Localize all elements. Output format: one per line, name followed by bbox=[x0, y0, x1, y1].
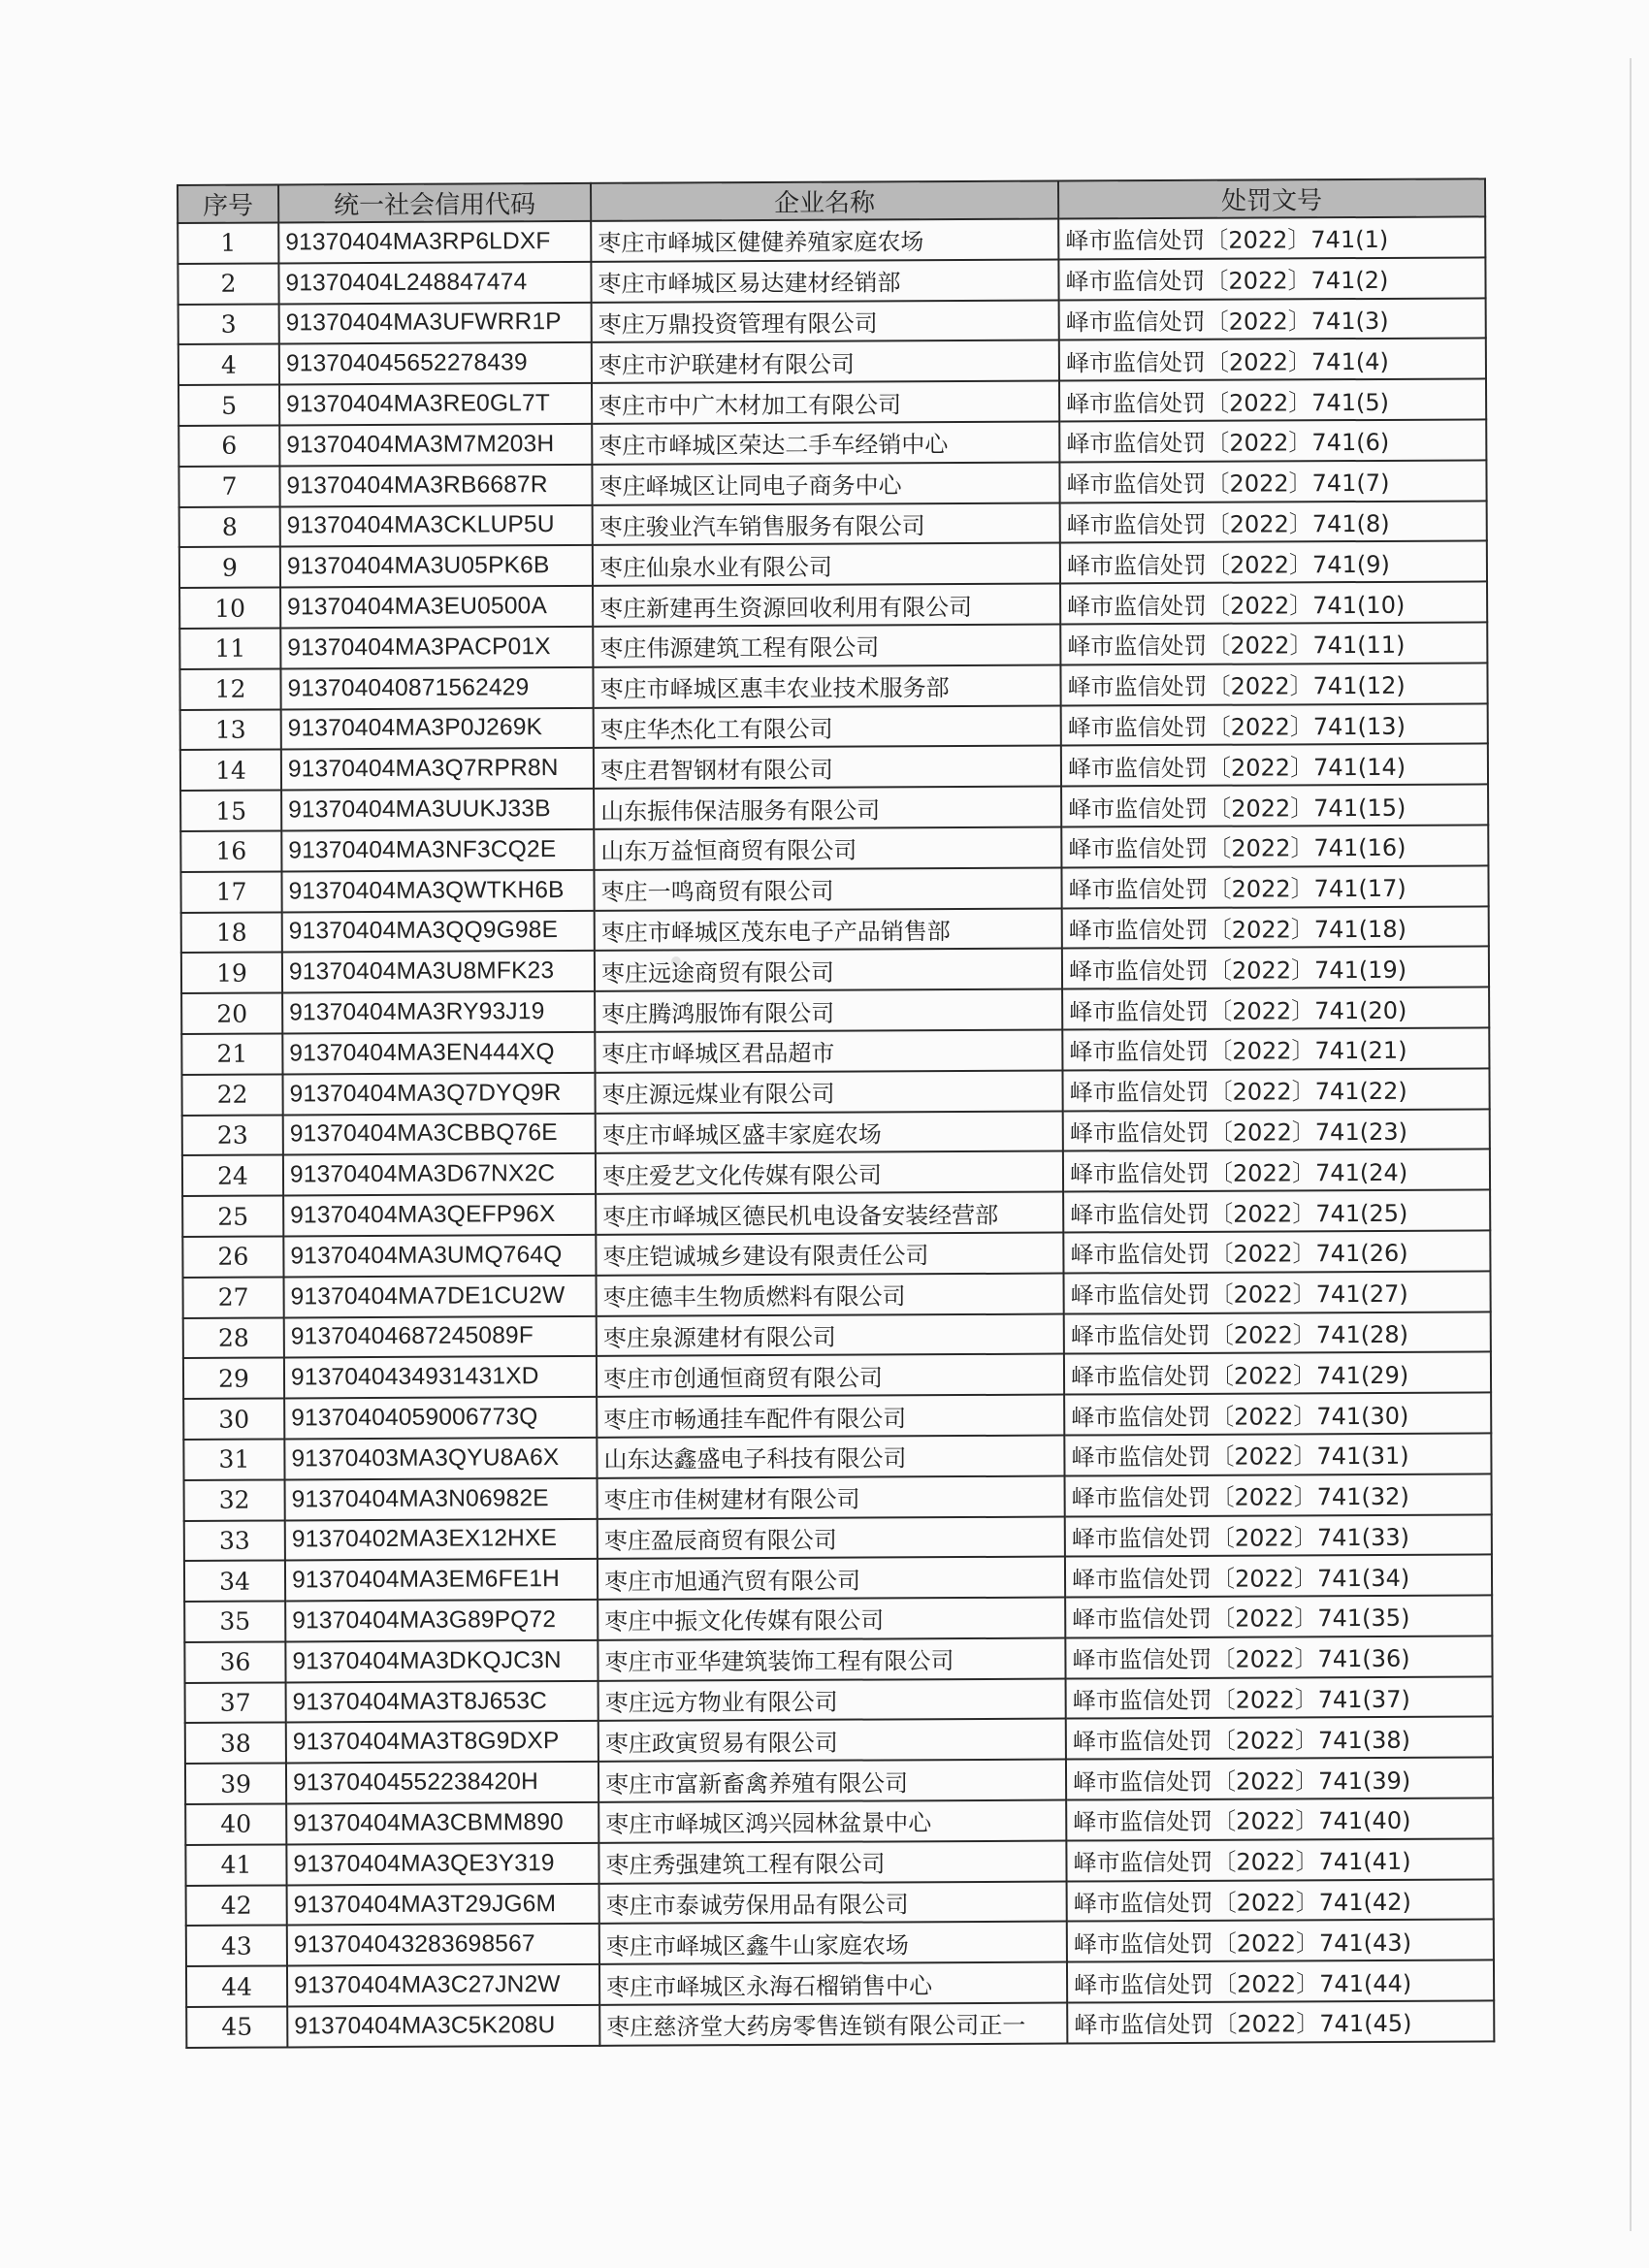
cell-credit-code: 91370404MA3N06982E bbox=[285, 1478, 598, 1520]
cell-penalty-doc: 峄市监信处罚〔2022〕741(4) bbox=[1059, 339, 1486, 381]
cell-company-name: 枣庄新建再生资源回收利用有限公司 bbox=[593, 584, 1060, 627]
cell-penalty-doc: 峄市监信处罚〔2022〕741(18) bbox=[1062, 906, 1489, 949]
table-row bbox=[185, 1758, 1493, 1804]
cell-penalty-doc: 峄市监信处罚〔2022〕741(44) bbox=[1067, 1960, 1494, 2003]
table-header-row bbox=[178, 178, 1485, 223]
cell-company-name: 枣庄市亚华建筑装饰工程有限公司 bbox=[598, 1637, 1065, 1680]
cell-company-name: 枣庄腾鸿服饰有限公司 bbox=[595, 989, 1062, 1032]
cell-credit-code: 91370404MA3CBBQ76E bbox=[283, 1113, 596, 1154]
cell-credit-code: 91370404MA3QE3Y319 bbox=[286, 1843, 598, 1885]
cell-company-name: 枣庄伟源建筑工程有限公司 bbox=[593, 625, 1060, 667]
table-row bbox=[180, 785, 1488, 831]
cell-company-name: 枣庄华杰化工有限公司 bbox=[594, 705, 1061, 748]
cell-penalty-doc: 峄市监信处罚〔2022〕741(17) bbox=[1061, 865, 1488, 908]
cell-index: 35 bbox=[184, 1602, 285, 1642]
table-row bbox=[178, 419, 1486, 466]
cell-penalty-doc: 峄市监信处罚〔2022〕741(24) bbox=[1063, 1150, 1490, 1192]
table-row bbox=[180, 744, 1488, 791]
table-row bbox=[185, 1717, 1493, 1764]
cell-index: 42 bbox=[186, 1885, 287, 1926]
cell-penalty-doc: 峄市监信处罚〔2022〕741(8) bbox=[1060, 501, 1487, 543]
cell-credit-code: 91370404MA3QEFP96X bbox=[283, 1194, 596, 1236]
cell-credit-code: 91370404MA3PACP01X bbox=[280, 627, 593, 668]
cell-credit-code: 91370404552238420H bbox=[286, 1762, 598, 1803]
cell-credit-code: 91370403MA3QYU8A6X bbox=[284, 1438, 597, 1479]
cell-penalty-doc: 峄市监信处罚〔2022〕741(36) bbox=[1065, 1636, 1492, 1678]
cell-credit-code: 91370402MA3EX12HXE bbox=[285, 1518, 598, 1560]
table-row bbox=[178, 216, 1485, 263]
cell-index: 29 bbox=[183, 1358, 284, 1399]
cell-company-name: 枣庄盈辰商贸有限公司 bbox=[598, 1516, 1065, 1559]
cell-index: 15 bbox=[180, 791, 281, 831]
cell-company-name: 枣庄泉源建材有限公司 bbox=[597, 1313, 1064, 1356]
cell-credit-code: 91370404L248847474 bbox=[278, 262, 591, 304]
cell-company-name: 枣庄远方物业有限公司 bbox=[598, 1678, 1066, 1721]
cell-index: 43 bbox=[186, 1926, 287, 1966]
cell-company-name: 枣庄市沪联建材有限公司 bbox=[592, 340, 1059, 383]
cell-index: 8 bbox=[179, 506, 280, 547]
cell-credit-code: 91370404MA3T8G9DXP bbox=[286, 1721, 598, 1763]
cell-penalty-doc: 峄市监信处罚〔2022〕741(6) bbox=[1059, 419, 1486, 462]
table-row bbox=[178, 298, 1486, 344]
cell-penalty-doc: 峄市监信处罚〔2022〕741(25) bbox=[1063, 1190, 1490, 1233]
cell-company-name: 枣庄源远煤业有限公司 bbox=[595, 1070, 1062, 1113]
cell-penalty-doc: 峄市监信处罚〔2022〕741(13) bbox=[1061, 703, 1488, 746]
table-row bbox=[184, 1474, 1492, 1520]
cell-credit-code: 91370404MA3CBMM890 bbox=[286, 1802, 598, 1844]
cell-penalty-doc: 峄市监信处罚〔2022〕741(11) bbox=[1060, 622, 1487, 664]
cell-penalty-doc: 峄市监信处罚〔2022〕741(34) bbox=[1065, 1555, 1492, 1598]
cell-company-name: 枣庄铠诚城乡建设有限责任公司 bbox=[596, 1232, 1063, 1275]
table-row bbox=[179, 541, 1487, 588]
cell-credit-code: 91370404MA3QQ9G98E bbox=[282, 910, 595, 952]
cell-penalty-doc: 峄市监信处罚〔2022〕741(43) bbox=[1067, 1920, 1494, 1962]
cell-company-name: 枣庄市富新畜禽养殖有限公司 bbox=[598, 1760, 1066, 1802]
cell-company-name: 枣庄市峄城区盛丰家庭农场 bbox=[596, 1111, 1063, 1153]
cell-credit-code: 91370404MA3M7M203H bbox=[279, 424, 592, 466]
cell-penalty-doc: 峄市监信处罚〔2022〕741(30) bbox=[1064, 1393, 1491, 1436]
cell-penalty-doc: 峄市监信处罚〔2022〕741(9) bbox=[1060, 541, 1487, 584]
cell-company-name: 枣庄市峄城区健健养殖家庭农场 bbox=[591, 219, 1058, 262]
cell-penalty-doc: 峄市监信处罚〔2022〕741(42) bbox=[1067, 1879, 1494, 1922]
cell-penalty-doc: 峄市监信处罚〔2022〕741(26) bbox=[1063, 1230, 1490, 1273]
table-row bbox=[183, 1433, 1491, 1479]
cell-credit-code: 91370404MA3EM6FE1H bbox=[285, 1559, 598, 1601]
cell-index: 23 bbox=[182, 1115, 283, 1155]
cell-company-name: 枣庄仙泉水业有限公司 bbox=[593, 543, 1060, 586]
cell-company-name: 山东达鑫盛电子科技有限公司 bbox=[597, 1435, 1064, 1477]
cell-credit-code: 91370404MA3CKLUP5U bbox=[280, 504, 593, 546]
cell-company-name: 枣庄市峄城区永海石榴销售中心 bbox=[599, 1962, 1067, 2005]
table-row bbox=[182, 1150, 1490, 1196]
cell-penalty-doc: 峄市监信处罚〔2022〕741(22) bbox=[1062, 1068, 1489, 1111]
cell-index: 7 bbox=[178, 466, 279, 506]
table-row bbox=[183, 1312, 1491, 1358]
cell-company-name: 枣庄市峄城区鸿兴园林盆景中心 bbox=[598, 1800, 1066, 1843]
table-row bbox=[178, 339, 1486, 385]
cell-index: 25 bbox=[182, 1196, 283, 1237]
table-row bbox=[184, 1514, 1492, 1561]
cell-index: 41 bbox=[185, 1844, 286, 1885]
cell-index: 9 bbox=[179, 547, 280, 588]
cell-penalty-doc: 峄市监信处罚〔2022〕741(5) bbox=[1059, 379, 1486, 422]
cell-company-name: 枣庄市峄城区茂东电子产品销售部 bbox=[595, 908, 1062, 951]
cell-credit-code: 913704040871562429 bbox=[280, 667, 593, 709]
table-row bbox=[186, 2000, 1494, 2047]
cell-index: 4 bbox=[178, 344, 279, 385]
cell-credit-code: 91370404MA3U05PK6B bbox=[280, 545, 593, 587]
cell-credit-code: 91370404MA3EU0500A bbox=[280, 586, 593, 628]
table-row bbox=[185, 1676, 1493, 1723]
cell-company-name: 枣庄骏业汽车销售服务有限公司 bbox=[593, 502, 1060, 545]
cell-credit-code: 9137040434931431XD bbox=[284, 1356, 597, 1398]
cell-credit-code: 91370404MA3UFWRR1P bbox=[279, 303, 592, 344]
cell-penalty-doc: 峄市监信处罚〔2022〕741(31) bbox=[1064, 1433, 1491, 1475]
cell-index: 27 bbox=[183, 1277, 284, 1317]
cell-penalty-doc: 峄市监信处罚〔2022〕741(19) bbox=[1062, 947, 1489, 989]
cell-index: 14 bbox=[180, 750, 281, 791]
cell-credit-code: 91370404MA7DE1CU2W bbox=[284, 1276, 597, 1317]
cell-credit-code: 913704045652278439 bbox=[279, 342, 592, 384]
cell-index: 1 bbox=[178, 222, 278, 263]
cell-index: 13 bbox=[180, 709, 281, 750]
cell-index: 6 bbox=[178, 425, 279, 466]
cell-index: 28 bbox=[183, 1317, 284, 1358]
cell-company-name: 枣庄万鼎投资管理有限公司 bbox=[592, 300, 1059, 342]
cell-credit-code: 91370404MA3Q7RPR8N bbox=[281, 748, 594, 790]
table-row bbox=[186, 1879, 1494, 1926]
cell-index: 45 bbox=[186, 2007, 287, 2048]
cell-index: 12 bbox=[179, 668, 280, 709]
cell-company-name: 枣庄市创通恒商贸有限公司 bbox=[597, 1354, 1064, 1397]
cell-index: 40 bbox=[185, 1804, 286, 1845]
cell-index: 20 bbox=[181, 993, 282, 1034]
cell-penalty-doc: 峄市监信处罚〔2022〕741(37) bbox=[1066, 1676, 1493, 1719]
cell-index: 36 bbox=[184, 1641, 285, 1682]
cell-index: 17 bbox=[180, 871, 281, 912]
cell-company-name: 枣庄市峄城区荣达二手车经销中心 bbox=[592, 422, 1059, 465]
cell-company-name: 枣庄市旭通汽贸有限公司 bbox=[598, 1557, 1065, 1600]
cell-index: 5 bbox=[178, 385, 279, 426]
table-row bbox=[180, 703, 1488, 750]
table-row bbox=[183, 1271, 1491, 1317]
cell-company-name: 枣庄政寅贸易有限公司 bbox=[598, 1719, 1066, 1762]
cell-company-name: 枣庄君智钢材有限公司 bbox=[594, 746, 1061, 789]
cell-company-name: 枣庄远途商贸有限公司 bbox=[595, 949, 1062, 991]
cell-credit-code: 91370404MA3T29JG6M bbox=[287, 1884, 599, 1926]
cell-index: 33 bbox=[184, 1520, 285, 1561]
cell-credit-code: 91370404MA3C27JN2W bbox=[287, 1964, 599, 2006]
cell-index: 21 bbox=[181, 1033, 282, 1074]
cell-credit-code: 91370404MA3RE0GL7T bbox=[279, 383, 592, 425]
cell-penalty-doc: 峄市监信处罚〔2022〕741(40) bbox=[1066, 1798, 1493, 1840]
cell-penalty-doc: 峄市监信处罚〔2022〕741(16) bbox=[1061, 825, 1488, 867]
cell-penalty-doc: 峄市监信处罚〔2022〕741(7) bbox=[1059, 460, 1486, 502]
cell-credit-code: 91370404MA3RB6687R bbox=[279, 465, 592, 506]
cell-company-name: 枣庄市峄城区鑫牛山家庭农场 bbox=[599, 1922, 1067, 1964]
cell-penalty-doc: 峄市监信处罚〔2022〕741(14) bbox=[1061, 744, 1488, 787]
cell-company-name: 枣庄中振文化传媒有限公司 bbox=[598, 1598, 1065, 1640]
cell-index: 22 bbox=[181, 1074, 282, 1115]
cell-company-name: 枣庄市峄城区君品超市 bbox=[595, 1029, 1062, 1072]
cell-penalty-doc: 峄市监信处罚〔2022〕741(2) bbox=[1058, 257, 1485, 300]
table-row bbox=[180, 825, 1488, 871]
cell-company-name: 枣庄市泰诚劳保用品有限公司 bbox=[599, 1881, 1067, 1924]
cell-index: 11 bbox=[179, 628, 280, 668]
cell-index: 31 bbox=[183, 1439, 284, 1479]
table-row bbox=[179, 582, 1487, 629]
cell-penalty-doc: 峄市监信处罚〔2022〕741(33) bbox=[1065, 1514, 1492, 1557]
table-row bbox=[182, 1230, 1490, 1277]
cell-credit-code: 91370404MA3UUKJ33B bbox=[281, 789, 594, 830]
cell-penalty-doc: 峄市监信处罚〔2022〕741(3) bbox=[1059, 298, 1486, 340]
cell-credit-code: 913704043283698567 bbox=[287, 1924, 599, 1965]
cell-company-name: 枣庄市峄城区德民机电设备安装经营部 bbox=[596, 1192, 1063, 1235]
table-row bbox=[185, 1798, 1493, 1844]
cell-credit-code: 91370404MA3G89PQ72 bbox=[285, 1600, 598, 1641]
table-row bbox=[180, 865, 1488, 912]
cell-penalty-doc: 峄市监信处罚〔2022〕741(23) bbox=[1063, 1109, 1490, 1151]
cell-credit-code: 91370404MA3Q7DYQ9R bbox=[282, 1073, 595, 1115]
table-row bbox=[182, 1190, 1490, 1237]
cell-credit-code: 91370404MA3U8MFK23 bbox=[282, 951, 595, 992]
cell-penalty-doc: 峄市监信处罚〔2022〕741(10) bbox=[1060, 582, 1487, 625]
cell-penalty-doc: 峄市监信处罚〔2022〕741(12) bbox=[1060, 663, 1487, 705]
table-row bbox=[186, 1960, 1494, 2007]
cell-index: 19 bbox=[181, 953, 282, 993]
cell-index: 26 bbox=[182, 1236, 283, 1277]
table-row bbox=[181, 988, 1489, 1034]
cell-index: 10 bbox=[179, 588, 280, 629]
table-row bbox=[181, 1027, 1489, 1074]
cell-credit-code: 91370404687245089F bbox=[284, 1315, 597, 1357]
cell-index: 30 bbox=[183, 1399, 284, 1440]
penalty-list-table bbox=[177, 178, 1495, 2048]
table-row bbox=[183, 1393, 1491, 1440]
cell-credit-code: 91370404MA3C5K208U bbox=[287, 2005, 599, 2047]
table-row bbox=[184, 1555, 1492, 1602]
table-row bbox=[179, 622, 1487, 668]
cell-credit-code: 91370404MA3UMQ764Q bbox=[283, 1235, 596, 1277]
table-row bbox=[178, 257, 1485, 304]
cell-penalty-doc: 峄市监信处罚〔2022〕741(20) bbox=[1062, 988, 1489, 1030]
cell-penalty-doc: 峄市监信处罚〔2022〕741(39) bbox=[1066, 1758, 1493, 1800]
cell-company-name: 山东振伟保洁服务有限公司 bbox=[594, 787, 1061, 829]
cell-company-name: 枣庄市峄城区易达建材经销部 bbox=[591, 259, 1058, 302]
cell-index: 24 bbox=[182, 1155, 283, 1196]
cell-index: 16 bbox=[180, 830, 281, 871]
cell-company-name: 枣庄秀强建筑工程有限公司 bbox=[598, 1840, 1066, 1883]
cell-company-name: 枣庄市中广木材加工有限公司 bbox=[592, 381, 1059, 424]
cell-credit-code: 91370404059006773Q bbox=[284, 1397, 597, 1439]
table-row bbox=[179, 501, 1487, 547]
table-row bbox=[181, 906, 1489, 953]
cell-company-name: 枣庄一鸣商贸有限公司 bbox=[594, 867, 1061, 910]
header-credit-code: 统一社会信用代码 bbox=[278, 183, 591, 223]
cell-penalty-doc: 峄市监信处罚〔2022〕741(41) bbox=[1066, 1838, 1493, 1881]
table-row bbox=[178, 460, 1486, 506]
cell-company-name: 枣庄峄城区让同电子商务中心 bbox=[592, 462, 1059, 504]
cell-company-name: 枣庄慈济堂大药房零售连锁有限公司正一 bbox=[599, 2003, 1067, 2046]
cell-company-name: 枣庄市峄城区惠丰农业技术服务部 bbox=[593, 664, 1060, 707]
cell-credit-code: 91370404MA3EN444XQ bbox=[282, 1032, 595, 1074]
header-company-name: 企业名称 bbox=[591, 181, 1058, 221]
cell-index: 39 bbox=[185, 1764, 286, 1804]
table-row bbox=[184, 1636, 1492, 1682]
table-row bbox=[178, 379, 1486, 426]
cell-company-name: 枣庄德丰生物质燃料有限公司 bbox=[597, 1273, 1064, 1315]
cell-penalty-doc: 峄市监信处罚〔2022〕741(29) bbox=[1064, 1352, 1491, 1395]
cell-credit-code: 91370404MA3DKQJC3N bbox=[285, 1640, 598, 1682]
cell-penalty-doc: 峄市监信处罚〔2022〕741(15) bbox=[1061, 785, 1488, 827]
table-row bbox=[179, 663, 1487, 709]
cell-credit-code: 91370404MA3T8J653C bbox=[286, 1681, 598, 1723]
table-row bbox=[183, 1352, 1491, 1399]
cell-company-name: 枣庄爱艺文化传媒有限公司 bbox=[596, 1151, 1063, 1194]
table-row bbox=[181, 947, 1489, 993]
cell-penalty-doc: 峄市监信处罚〔2022〕741(1) bbox=[1058, 216, 1485, 259]
cell-credit-code: 91370404MA3RP6LDXF bbox=[278, 221, 591, 263]
scan-page-edge bbox=[1630, 58, 1632, 2231]
cell-penalty-doc: 峄市监信处罚〔2022〕741(45) bbox=[1067, 2000, 1494, 2043]
cell-company-name: 山东万益恒商贸有限公司 bbox=[594, 827, 1061, 870]
table-row bbox=[186, 1920, 1494, 1966]
cell-index: 44 bbox=[186, 1966, 287, 2007]
cell-index: 3 bbox=[178, 304, 279, 344]
cell-index: 2 bbox=[178, 263, 278, 304]
table-row bbox=[182, 1109, 1490, 1155]
cell-company-name: 枣庄市畅通挂车配件有限公司 bbox=[597, 1395, 1064, 1438]
table-row bbox=[181, 1068, 1489, 1115]
cell-penalty-doc: 峄市监信处罚〔2022〕741(35) bbox=[1065, 1595, 1492, 1637]
cell-index: 34 bbox=[184, 1561, 285, 1602]
cell-penalty-doc: 峄市监信处罚〔2022〕741(27) bbox=[1063, 1271, 1490, 1313]
cell-credit-code: 91370404MA3QWTKH6B bbox=[281, 870, 594, 912]
table-row bbox=[184, 1595, 1492, 1641]
cell-penalty-doc: 峄市监信处罚〔2022〕741(38) bbox=[1066, 1717, 1493, 1760]
cell-penalty-doc: 峄市监信处罚〔2022〕741(28) bbox=[1064, 1312, 1491, 1354]
cell-index: 18 bbox=[181, 912, 282, 953]
cell-credit-code: 91370404MA3NF3CQ2E bbox=[281, 829, 594, 871]
cell-penalty-doc: 峄市监信处罚〔2022〕741(32) bbox=[1065, 1474, 1492, 1516]
cell-company-name: 枣庄市佳树建材有限公司 bbox=[598, 1475, 1065, 1518]
cell-index: 32 bbox=[184, 1479, 285, 1520]
cell-index: 37 bbox=[185, 1682, 286, 1723]
cell-penalty-doc: 峄市监信处罚〔2022〕741(21) bbox=[1062, 1027, 1489, 1070]
cell-credit-code: 91370404MA3D67NX2C bbox=[283, 1153, 596, 1195]
cell-index: 38 bbox=[185, 1723, 286, 1764]
cell-credit-code: 91370404MA3RY93J19 bbox=[282, 991, 595, 1033]
header-penalty-doc: 处罚文号 bbox=[1058, 178, 1485, 218]
header-index: 序号 bbox=[178, 184, 278, 223]
table-row bbox=[185, 1838, 1493, 1885]
cell-credit-code: 91370404MA3P0J269K bbox=[281, 707, 594, 749]
